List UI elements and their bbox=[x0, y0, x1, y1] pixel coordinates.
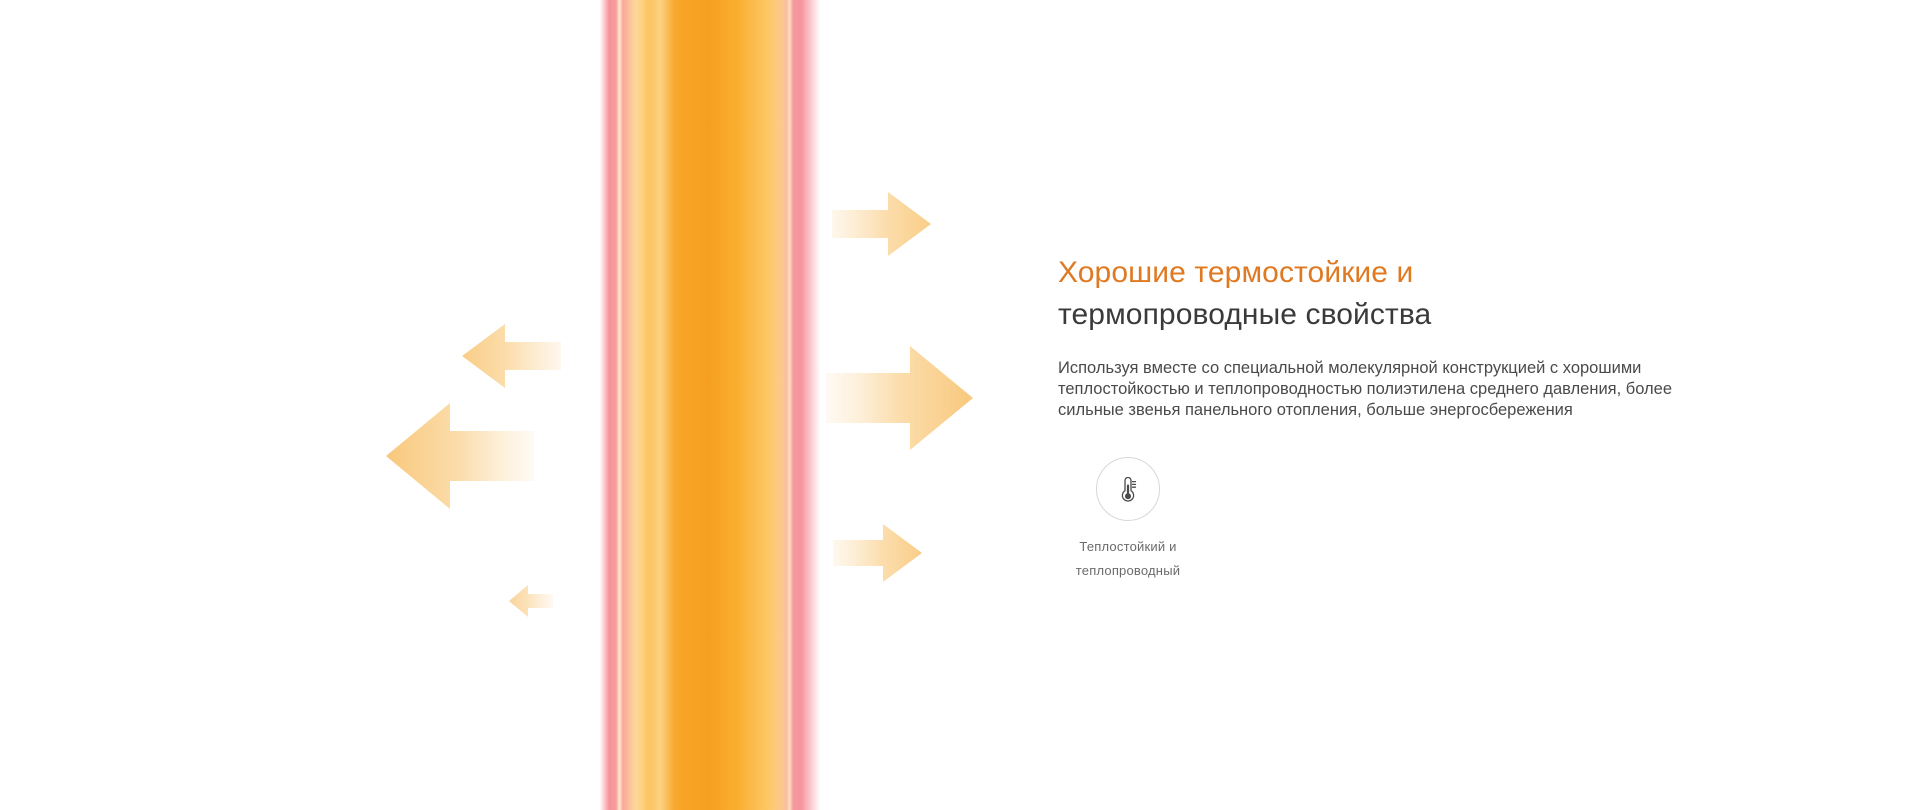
heat-arrow-right-bottom bbox=[833, 522, 923, 584]
pipe-edge-right bbox=[786, 0, 793, 810]
title-line-1: Хорошие термостойкие и bbox=[1058, 256, 1414, 289]
description-paragraph: Используя вместе со специальной молекулярной конструкцией с хорошими теплостойкостью и теплопроводностью полиэтилена среднего давления, более сильные звенья панельного отопления, больше энергосбережения bbox=[1058, 359, 1673, 419]
feature-label-line-1: Теплостойкий и bbox=[1079, 539, 1177, 554]
heat-arrow-left-middle bbox=[385, 400, 535, 512]
feature-label bbox=[1058, 535, 1198, 583]
content-block bbox=[1058, 252, 1758, 583]
heat-arrow-right-middle bbox=[826, 343, 974, 453]
heated-pipe-graphic bbox=[590, 0, 830, 810]
feature-badge bbox=[1058, 457, 1198, 583]
feature-label-line-2: теплопроводный bbox=[1075, 563, 1181, 578]
heat-arrow-left-top bbox=[462, 322, 562, 390]
heat-arrow-left-bottom bbox=[508, 584, 554, 618]
heat-arrow-right-top bbox=[832, 190, 932, 258]
thermometer-icon bbox=[1096, 457, 1160, 521]
pipe-highlight bbox=[648, 0, 674, 810]
pipe-edge-left bbox=[616, 0, 623, 810]
page-title bbox=[1058, 252, 1758, 336]
title-line-2: термопроводные свойства bbox=[1058, 298, 1432, 331]
